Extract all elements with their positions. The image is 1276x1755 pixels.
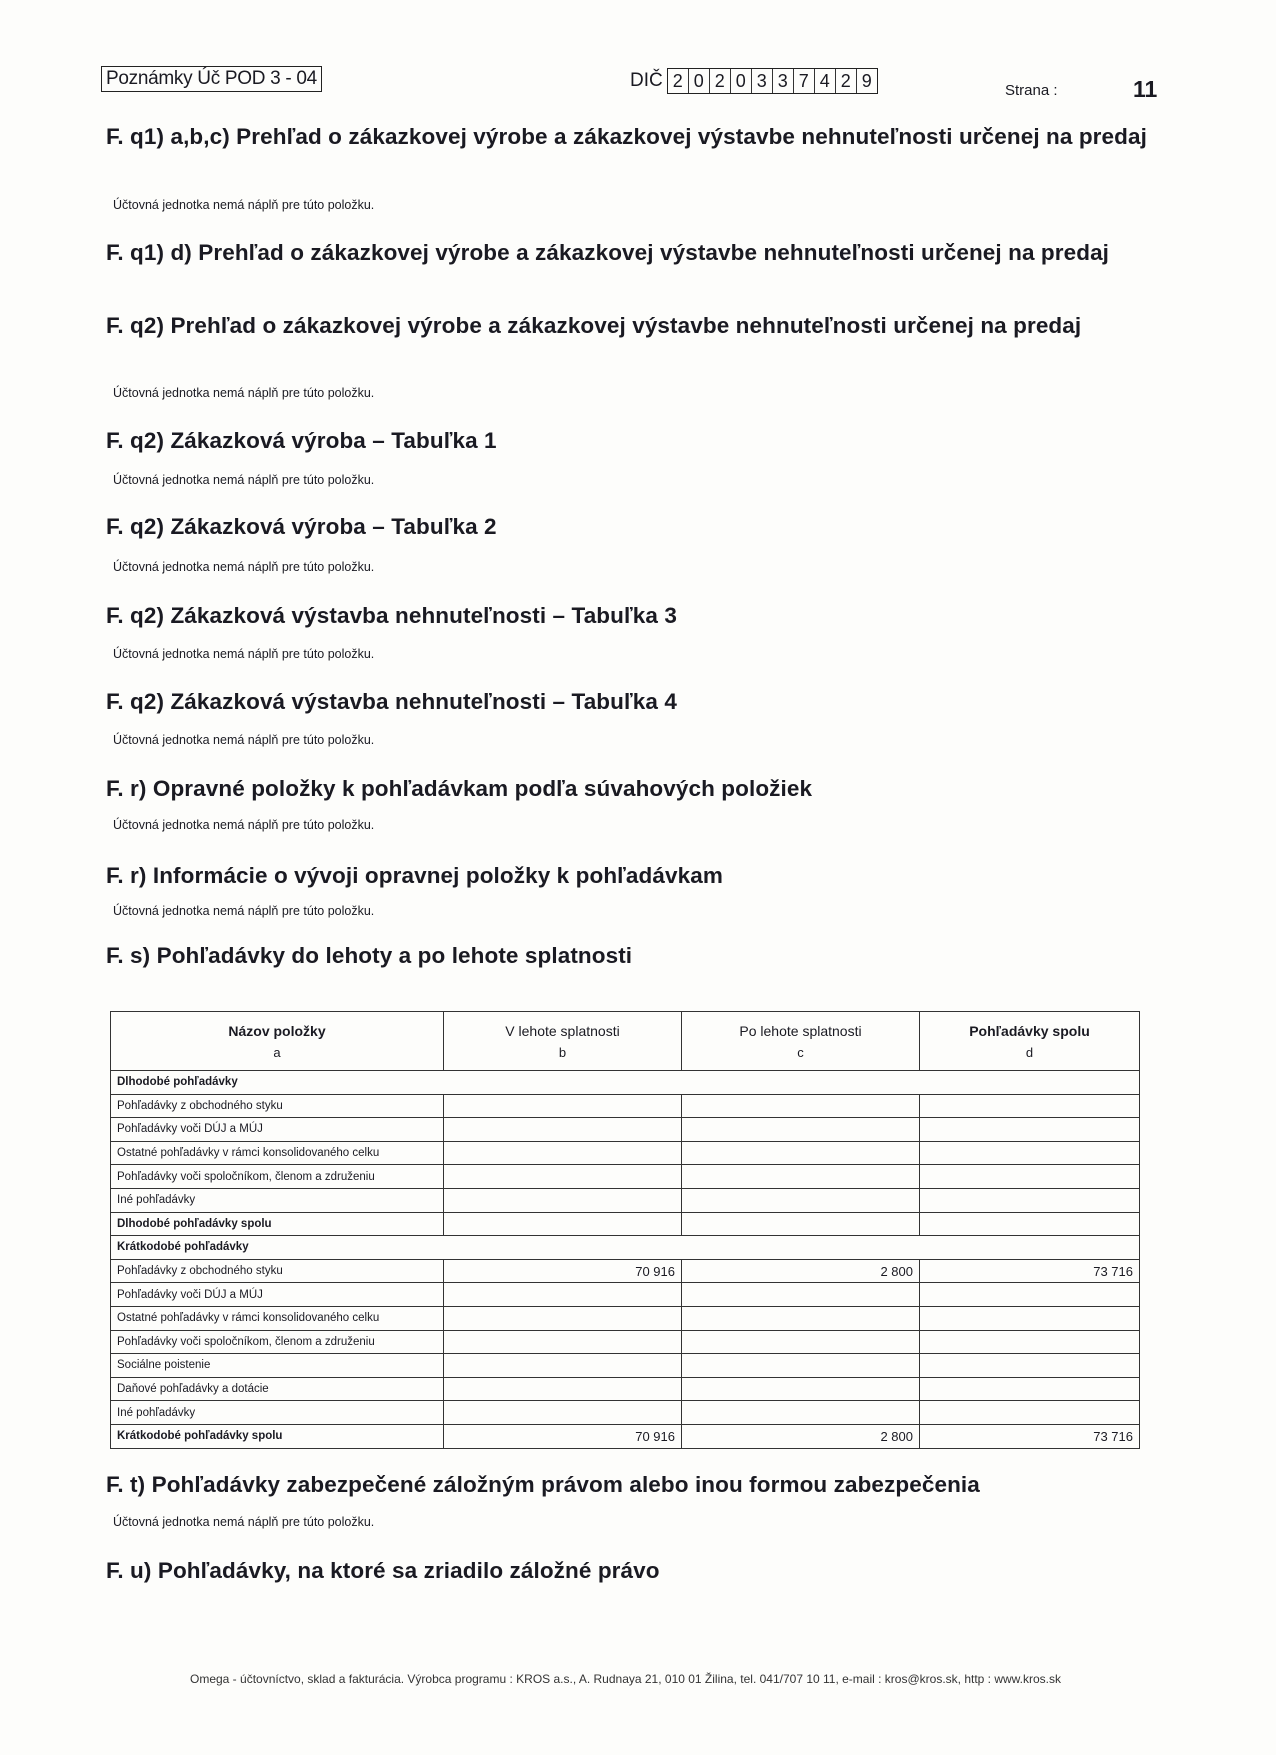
section-note: Účtovná jednotka nemá náplň pre túto položku.: [113, 560, 375, 574]
value-cell-c: [682, 1141, 920, 1165]
row-label: Ostatné pohľadávky v rámci konsolidovaného celku: [111, 1141, 444, 1165]
value-cell-d: [920, 1283, 1140, 1307]
column-header: Po lehote splatnosti c: [682, 1012, 920, 1071]
section-heading: F. q2) Zákazková výroba – Tabuľka 2: [106, 514, 497, 539]
value-cell-d: [920, 1354, 1140, 1378]
section-heading: F. q2) Zákazková výroba – Tabuľka 1: [106, 428, 497, 453]
value-cell-b: [444, 1354, 682, 1378]
value-cell-c: [682, 1118, 920, 1142]
value-cell-d: [920, 1306, 1140, 1330]
value-cell-c: [682, 1094, 920, 1118]
value-cell-b: [444, 1377, 682, 1401]
dic-digit: 3: [773, 69, 794, 93]
value-cell-c: [682, 1283, 920, 1307]
value-cell-d: 73 716: [920, 1424, 1140, 1448]
value-cell-c: [682, 1306, 920, 1330]
dic-field: [630, 68, 878, 94]
value-cell-d: [920, 1118, 1140, 1142]
section-heading: F. s) Pohľadávky do lehoty a po lehote splatnosti: [106, 943, 633, 968]
value-cell-b: [444, 1306, 682, 1330]
dic-digit: 2: [710, 69, 731, 93]
section-heading: F. q1) d) Prehľad o zákazkovej výrobe a zákazkovej výstavbe nehnuteľnosti určenej na predaj: [106, 240, 1110, 265]
value-cell-d: [920, 1330, 1140, 1354]
value-cell-c: 2 800: [682, 1424, 920, 1448]
value-cell-d: [920, 1401, 1140, 1425]
dic-digit: 2: [668, 69, 689, 93]
column-header: Názov položky a: [111, 1012, 444, 1071]
footer-text: Omega - účtovníctvo, sklad a fakturácia. Výrobca programu : KROS a.s., A. Rudnaya 21, 010 01 Žilina, tel. 041/707 10 11, e-mail : kros@kros.sk, http : www.kros.sk: [190, 1672, 1062, 1686]
table-row: [111, 1424, 1140, 1448]
section-heading: F. u) Pohľadávky, na ktoré sa zriadilo záložné právo: [106, 1558, 660, 1583]
section-note: Účtovná jednotka nemá náplň pre túto položku.: [113, 733, 375, 747]
dic-digit: 2: [836, 69, 857, 93]
row-label: Pohľadávky voči spoločníkom, členom a združeniu: [111, 1330, 444, 1354]
section-heading: F. q2) Prehľad o zákazkovej výrobe a zákazkovej výstavbe nehnuteľnosti určenej na predaj: [106, 313, 1082, 338]
value-cell-b: [444, 1188, 682, 1212]
section-note: Účtovná jednotka nemá náplň pre túto položku.: [113, 1515, 375, 1529]
section-label: Dlhodobé pohľadávky: [111, 1071, 1140, 1095]
section-note: Účtovná jednotka nemá náplň pre túto položku.: [113, 904, 375, 918]
value-cell-b: [444, 1212, 682, 1236]
value-cell-b: [444, 1118, 682, 1142]
value-cell-d: [920, 1165, 1140, 1189]
value-cell-c: [682, 1212, 920, 1236]
section-heading: F. q1) a,b,c) Prehľad o zákazkovej výrobe a zákazkovej výstavbe nehnuteľnosti určenej na predaj: [106, 124, 1147, 149]
table-row: [111, 1259, 1140, 1283]
row-label: Pohľadávky voči DÚJ a MÚJ: [111, 1283, 444, 1307]
section-note: Účtovná jednotka nemá náplň pre túto položku.: [113, 647, 375, 661]
page-number: 11: [1133, 76, 1158, 102]
dic-digit: 7: [794, 69, 815, 93]
row-label: Daňové pohľadávky a dotácie: [111, 1377, 444, 1401]
value-cell-b: [444, 1141, 682, 1165]
dic-label: DIČ: [630, 70, 663, 91]
value-cell-b: 70 916: [444, 1424, 682, 1448]
table-row: [111, 1094, 1140, 1118]
column-header: Pohľadávky spolu d: [920, 1012, 1140, 1071]
value-cell-b: 70 916: [444, 1259, 682, 1283]
value-cell-c: [682, 1354, 920, 1378]
table-row: [111, 1212, 1140, 1236]
section-heading: F. r) Opravné položky k pohľadávkam podľa súvahových položiek: [106, 776, 813, 801]
value-cell-b: [444, 1165, 682, 1189]
value-cell-c: 2 800: [682, 1259, 920, 1283]
row-label: Dlhodobé pohľadávky spolu: [111, 1212, 444, 1236]
value-cell-c: [682, 1401, 920, 1425]
section-heading: F. t) Pohľadávky zabezpečené záložným právom alebo inou formou zabezpečenia: [106, 1472, 980, 1497]
dic-digit: 3: [752, 69, 773, 93]
row-label: Iné pohľadávky: [111, 1401, 444, 1425]
table-section-row: [111, 1071, 1140, 1095]
table-row: [111, 1188, 1140, 1212]
section-note: Účtovná jednotka nemá náplň pre túto položku.: [113, 198, 375, 212]
form-label: Poznámky Úč POD 3 - 04: [101, 66, 322, 92]
section-label: Krátkodobé pohľadávky: [111, 1236, 1140, 1260]
table-row: [111, 1118, 1140, 1142]
row-label: Krátkodobé pohľadávky spolu: [111, 1424, 444, 1448]
table-row: [111, 1401, 1140, 1425]
table-row: [111, 1283, 1140, 1307]
dic-digit: 4: [815, 69, 836, 93]
value-cell-b: [444, 1094, 682, 1118]
row-label: Ostatné pohľadávky v rámci konsolidovaného celku: [111, 1306, 444, 1330]
row-label: Pohľadávky z obchodného styku: [111, 1094, 444, 1118]
column-header: V lehote splatnosti b: [444, 1012, 682, 1071]
value-cell-d: 73 716: [920, 1259, 1140, 1283]
section-heading: F. r) Informácie o vývoji opravnej položky k pohľadávkam: [106, 863, 723, 888]
page-label: Strana :: [1005, 82, 1058, 99]
value-cell-c: [682, 1165, 920, 1189]
value-cell-d: [920, 1188, 1140, 1212]
section-heading: F. q2) Zákazková výstavba nehnuteľnosti – Tabuľka 4: [106, 689, 677, 714]
value-cell-b: [444, 1283, 682, 1307]
section-note: Účtovná jednotka nemá náplň pre túto položku.: [113, 386, 375, 400]
row-label: Pohľadávky z obchodného styku: [111, 1259, 444, 1283]
table-section-row: [111, 1236, 1140, 1260]
table-row: [111, 1377, 1140, 1401]
table-row: [111, 1330, 1140, 1354]
row-label: Sociálne poistenie: [111, 1354, 444, 1378]
value-cell-d: [920, 1141, 1140, 1165]
row-label: Pohľadávky voči DÚJ a MÚJ: [111, 1118, 444, 1142]
value-cell-b: [444, 1401, 682, 1425]
section-note: Účtovná jednotka nemá náplň pre túto položku.: [113, 473, 375, 487]
dic-digits: [667, 68, 878, 94]
dic-digit: 0: [731, 69, 752, 93]
value-cell-c: [682, 1330, 920, 1354]
value-cell-d: [920, 1094, 1140, 1118]
value-cell-d: [920, 1212, 1140, 1236]
section-heading: F. q2) Zákazková výstavba nehnuteľnosti – Tabuľka 3: [106, 603, 677, 628]
dic-digit: 9: [861, 71, 872, 91]
value-cell-b: [444, 1330, 682, 1354]
table-row: [111, 1165, 1140, 1189]
row-label: Iné pohľadávky: [111, 1188, 444, 1212]
value-cell-d: [920, 1377, 1140, 1401]
table-row: [111, 1141, 1140, 1165]
section-note: Účtovná jednotka nemá náplň pre túto položku.: [113, 818, 375, 832]
receivables-table: [110, 1011, 1140, 1449]
value-cell-c: [682, 1377, 920, 1401]
table-header-row: [111, 1012, 1140, 1071]
row-label: Pohľadávky voči spoločníkom, členom a združeniu: [111, 1165, 444, 1189]
table-row: [111, 1354, 1140, 1378]
value-cell-c: [682, 1188, 920, 1212]
dic-digit: 0: [689, 69, 710, 93]
table-row: [111, 1306, 1140, 1330]
